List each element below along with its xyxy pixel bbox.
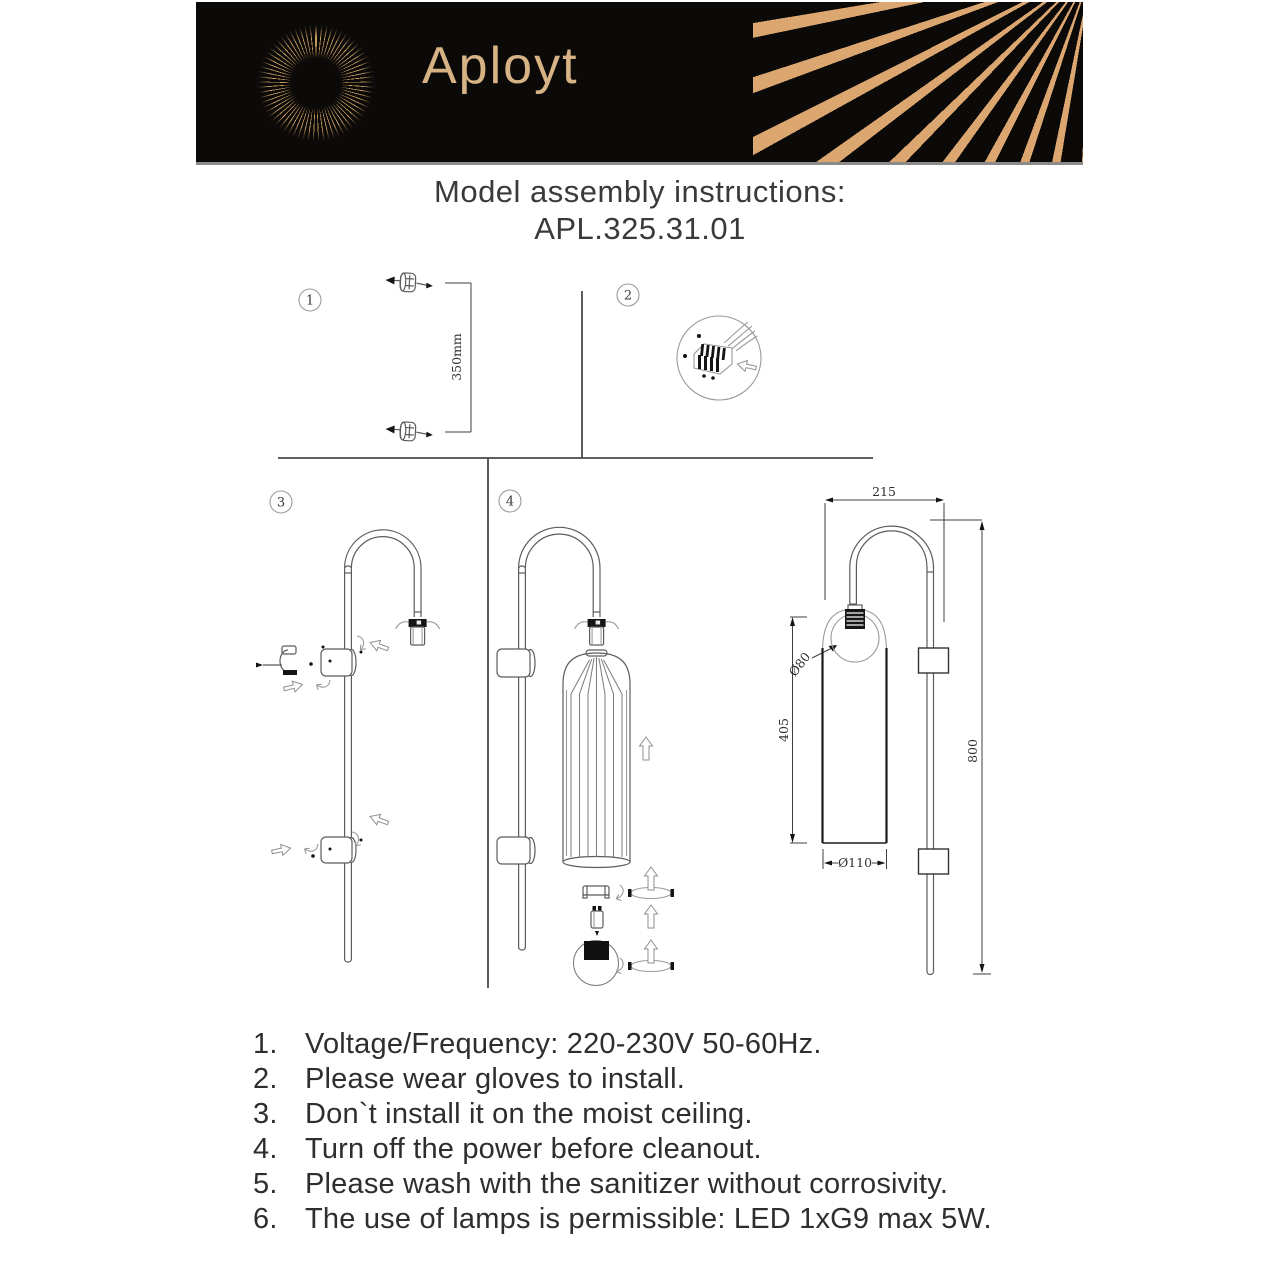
step3-pole-mounting-diagram <box>256 530 440 962</box>
list-item <box>253 1132 992 1167</box>
brand-banner <box>196 2 1083 165</box>
list-item <box>253 1202 992 1237</box>
item-number: 2. <box>253 1063 278 1095</box>
sunburst-logo-icon <box>258 25 374 141</box>
assembly-diagram <box>0 250 1280 1020</box>
brand-name: Aployt <box>422 37 579 95</box>
step-4-number: 4 <box>505 494 515 510</box>
step-2-number: 2 <box>623 288 633 304</box>
item-text: Please wash with the sanitizer without corrosivity. <box>305 1168 949 1200</box>
list-item <box>253 1167 992 1202</box>
instruction-list <box>253 1027 992 1237</box>
step-1-number: 1 <box>305 293 315 309</box>
dimension-110: Ø110 <box>837 855 873 870</box>
dimension-80: Ø80 <box>785 649 814 680</box>
dimension-405: 405 <box>776 718 791 742</box>
step2-wiring-diagram <box>677 316 761 400</box>
item-number: 1. <box>253 1028 278 1060</box>
item-text: Don`t install it on the moist ceiling. <box>305 1098 753 1130</box>
item-number: 3. <box>253 1098 278 1130</box>
corner-rays-decoration <box>753 2 1083 162</box>
item-number: 5. <box>253 1168 278 1200</box>
item-text: Please wear gloves to install. <box>305 1063 685 1095</box>
model-number: APL.325.31.01 <box>534 211 746 246</box>
page-title: Model assembly instructions: <box>434 174 846 209</box>
item-number: 4. <box>253 1133 278 1165</box>
dimension-350mm: 350mm <box>449 333 464 381</box>
item-text: Voltage/Frequency: 220-230V 50-60Hz. <box>305 1028 822 1060</box>
item-text: Turn off the power before cleanout. <box>305 1133 762 1165</box>
list-item <box>253 1097 992 1132</box>
dimension-215: 215 <box>872 484 896 499</box>
list-item <box>253 1062 992 1097</box>
item-number: 6. <box>253 1203 278 1235</box>
list-item <box>253 1027 992 1062</box>
step1-anchors-diagram <box>385 272 471 442</box>
frame-lines <box>278 288 873 988</box>
dimension-drawing <box>776 484 991 974</box>
step4-shade-assembly-diagram <box>497 527 674 985</box>
step-badges <box>270 284 639 513</box>
item-text: The use of lamps is permissible: LED 1xG9 max 5W. <box>305 1203 992 1235</box>
dimension-800: 800 <box>965 739 980 763</box>
step-3-number: 3 <box>276 495 286 511</box>
